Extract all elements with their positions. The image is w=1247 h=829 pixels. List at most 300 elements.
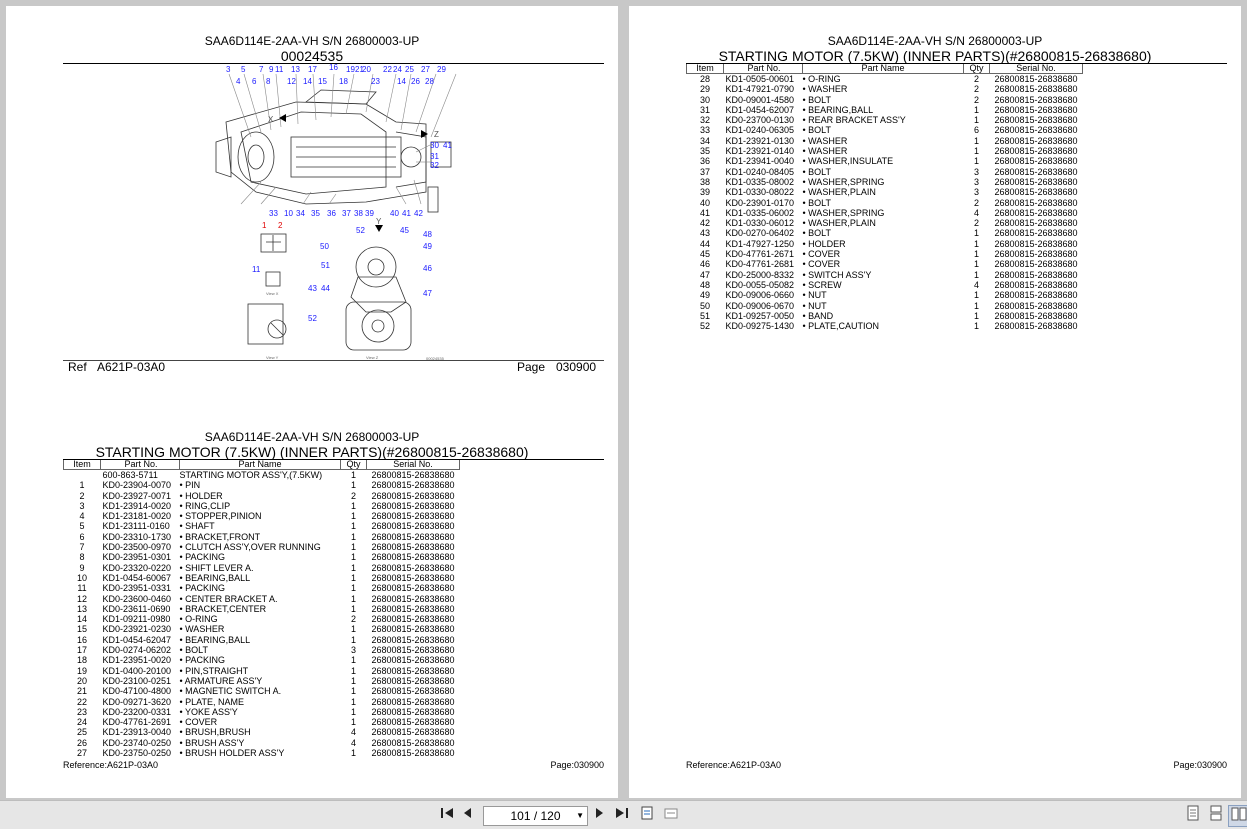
cell-serial-no: 26800815-26838680 (371, 470, 455, 480)
cell-qty: 1 (350, 470, 356, 480)
cell-item: 20 (76, 675, 87, 686)
cell-serial-no: 26800815-26838680 (371, 706, 455, 717)
svg-text:30: 30 (430, 141, 439, 150)
cell-qty: 1 (973, 259, 979, 270)
cell-item: 28 (699, 74, 710, 84)
cell-item: 29 (699, 84, 710, 95)
cell-serial-no: 26800815-26838680 (371, 696, 455, 707)
cell-part-no: KD0-23320-0220 (102, 562, 172, 573)
footer-reference: Reference:A621P-03A0 (63, 760, 159, 770)
cell-part-no: KD1-0335-06002 (725, 207, 795, 218)
table-header-row (687, 64, 1083, 74)
cell-qty: 1 (350, 655, 356, 666)
cell-part-name: • WASHER (802, 135, 848, 146)
cell-item: 18 (76, 655, 87, 666)
cell-item: 45 (699, 249, 710, 260)
cell-serial-no: 26800815-26838680 (371, 624, 455, 635)
col-item: Item (687, 64, 724, 74)
cell-part-name: • BOLT (179, 645, 208, 656)
cell-part-no: 600-863-5711 (102, 470, 158, 480)
table-row (64, 738, 460, 748)
col-part-no: Part No. (724, 64, 803, 74)
table-row (687, 136, 1083, 146)
cell-part-no: KD0-23200-0331 (102, 706, 172, 717)
cell-serial-no: 26800815-26838680 (994, 259, 1078, 270)
cell-qty: 1 (973, 104, 979, 115)
table-row (64, 635, 460, 645)
cell-item: 3 (79, 500, 85, 511)
parts-table (686, 64, 1083, 331)
cell-qty: 1 (973, 300, 979, 311)
cell-part-no: KD0-09006-0670 (725, 300, 795, 311)
last-page-icon[interactable] (612, 805, 632, 825)
svg-text:21: 21 (355, 65, 364, 74)
table-row (687, 208, 1083, 218)
cell-serial-no: 26800815-26838680 (371, 665, 455, 676)
svg-text:14: 14 (303, 77, 312, 86)
cell-serial-no: 26800815-26838680 (994, 156, 1078, 167)
cell-item: 10 (76, 572, 87, 583)
cell-qty: 1 (350, 572, 356, 583)
cell-qty: 2 (973, 84, 979, 95)
svg-text:2: 2 (278, 221, 283, 230)
table-header-row (64, 460, 460, 470)
cell-part-no: KD0-23611-0690 (102, 603, 171, 614)
cell-serial-no: 26800815-26838680 (371, 552, 455, 563)
cell-part-name: • BRUSH,BRUSH (179, 727, 251, 738)
table-row (687, 177, 1083, 187)
cell-qty: 1 (973, 321, 979, 332)
cell-part-no: KD0-09006-0660 (725, 290, 795, 301)
cell-qty: 1 (350, 634, 356, 645)
cell-serial-no: 26800815-26838680 (371, 593, 455, 604)
cell-part-name: • HOLDER (802, 238, 846, 249)
svg-text:25: 25 (405, 65, 414, 74)
cell-qty: 1 (350, 521, 356, 532)
ref-label: Ref (68, 360, 87, 374)
cell-part-no: KD1-47927-1250 (725, 238, 795, 249)
right-document-page (629, 6, 1241, 798)
table-row (687, 301, 1083, 311)
svg-text:51: 51 (321, 261, 330, 270)
svg-text:4: 4 (236, 77, 241, 86)
svg-text:45: 45 (400, 226, 409, 235)
svg-text:7: 7 (259, 65, 264, 74)
cell-part-no: KD1-23111-0160 (102, 521, 170, 532)
cell-part-no: KD0-0055-05082 (725, 279, 795, 290)
prev-page-icon[interactable] (457, 805, 477, 825)
cell-serial-no: 26800815-26838680 (994, 197, 1078, 208)
svg-text:11: 11 (275, 65, 284, 74)
cell-item (64, 470, 101, 481)
svg-text:10: 10 (284, 209, 293, 218)
svg-text:34: 34 (296, 209, 305, 218)
cell-item: 34 (699, 135, 710, 146)
cell-item: 24 (76, 717, 87, 728)
cell-item: 16 (76, 634, 87, 645)
cell-part-name: • YOKE ASS'Y (179, 706, 238, 717)
table-row (64, 604, 460, 614)
cell-part-name: • BOLT (802, 197, 831, 208)
cell-serial-no: 26800815-26838680 (371, 603, 455, 614)
table-row (64, 511, 460, 521)
cell-serial-no: 26800815-26838680 (371, 614, 455, 625)
cell-part-no: KD1-09257-0050 (725, 310, 795, 321)
table-row (687, 74, 1083, 85)
view-label-y: Y (376, 217, 382, 226)
cell-part-name: • BEARING,BALL (179, 634, 251, 645)
cell-serial-no: 26800815-26838680 (994, 125, 1078, 136)
cell-qty: 1 (973, 228, 979, 239)
cell-serial-no: 26800815-26838680 (994, 279, 1078, 290)
cell-qty: 1 (350, 748, 356, 759)
table-row (64, 532, 460, 542)
cell-item: 1 (79, 480, 85, 491)
table-row (687, 125, 1083, 135)
cell-item: 9 (79, 562, 85, 573)
table-row (64, 727, 460, 737)
table-row (687, 95, 1083, 105)
cell-part-no: KD1-0335-08002 (725, 176, 795, 187)
table-row (687, 239, 1083, 249)
svg-text:View Y: View Y (266, 355, 279, 360)
cell-part-name: • SCREW (802, 279, 842, 290)
cell-part-name: • BRACKET,CENTER (179, 603, 267, 614)
cell-part-name: • WASHER,INSULATE (802, 156, 894, 167)
cell-qty: 1 (973, 156, 979, 167)
svg-text:32: 32 (430, 161, 439, 170)
cell-item: 36 (699, 156, 710, 167)
cell-serial-no: 26800815-26838680 (994, 84, 1078, 95)
cell-qty: 1 (350, 675, 356, 686)
cell-item: 22 (76, 696, 87, 707)
cell-item: 49 (699, 290, 710, 301)
cell-qty: 1 (973, 290, 979, 301)
cell-part-no: KD0-09001-4580 (725, 94, 795, 105)
svg-text:6: 6 (252, 77, 257, 86)
cell-serial-no: 26800815-26838680 (994, 146, 1078, 157)
cell-item: 42 (699, 218, 710, 229)
cell-qty: 1 (350, 562, 356, 573)
svg-text:9: 9 (269, 65, 274, 74)
table-row (64, 614, 460, 624)
svg-text:37: 37 (342, 209, 351, 218)
cell-serial-no: 26800815-26838680 (994, 300, 1078, 311)
cell-part-name: • PLATE, NAME (179, 696, 244, 707)
svg-text:14: 14 (397, 77, 406, 86)
table-row (64, 521, 460, 531)
cell-part-no: KD1-0400-20100 (102, 665, 172, 676)
cell-part-name: • WASHER (802, 84, 848, 95)
table-row (687, 156, 1083, 166)
cell-part-name: • BOLT (802, 94, 831, 105)
cell-part-name: • PACKING (179, 655, 225, 666)
table-row (64, 573, 460, 583)
next-page-icon[interactable] (590, 805, 610, 825)
cell-part-name: • BOLT (802, 228, 831, 239)
cell-serial-no: 26800815-26838680 (994, 321, 1078, 332)
col-qty: Qty (341, 460, 367, 470)
cell-part-no: KD0-23500-0970 (102, 542, 172, 553)
cell-serial-no: 26800815-26838680 (371, 737, 455, 748)
cell-qty: 1 (350, 542, 356, 553)
cell-serial-no: 26800815-26838680 (371, 531, 455, 542)
cell-item: 23 (76, 706, 87, 717)
cell-item: 50 (699, 300, 710, 311)
cell-part-no: KD0-23921-0230 (102, 624, 172, 635)
cell-qty: 6 (973, 125, 979, 136)
cell-serial-no: 26800815-26838680 (994, 166, 1078, 177)
cell-part-name: • MAGNETIC SWITCH A. (179, 686, 282, 697)
cell-serial-no: 26800815-26838680 (994, 187, 1078, 198)
svg-text:48: 48 (423, 230, 432, 239)
cell-qty: 4 (350, 727, 356, 738)
cell-serial-no: 26800815-26838680 (994, 115, 1078, 126)
col-part-no: Part No. (101, 460, 180, 470)
cell-qty: 2 (973, 197, 979, 208)
table-row (687, 259, 1083, 269)
svg-text:8: 8 (266, 77, 271, 86)
table-row (687, 290, 1083, 300)
svg-text:44: 44 (321, 284, 330, 293)
cell-part-name: • BEARING,BALL (802, 104, 874, 115)
table-row (687, 115, 1083, 125)
cell-qty: 2 (973, 94, 979, 105)
cell-part-name: • BOLT (802, 166, 831, 177)
svg-text:1: 1 (262, 221, 267, 230)
svg-text:24: 24 (393, 65, 402, 74)
svg-text:49: 49 (423, 242, 432, 251)
svg-text:23: 23 (371, 77, 380, 86)
cell-item: 7 (79, 542, 85, 553)
ref-value: A621P-03A0 (97, 360, 166, 374)
left-document-page (6, 6, 618, 798)
svg-text:16: 16 (329, 63, 338, 72)
cell-part-name: • WASHER,PLAIN (802, 218, 876, 229)
cell-part-name: • SHIFT LEVER A. (179, 562, 254, 573)
cell-serial-no: 26800815-26838680 (994, 228, 1078, 239)
cell-part-name: • BAND (802, 310, 834, 321)
table-row (64, 655, 460, 665)
cell-part-no: KD1-0240-08405 (725, 166, 795, 177)
cell-part-no: KD1-0505-00601 (725, 74, 795, 84)
cell-part-no: KD1-23951-0020 (102, 655, 172, 666)
cell-qty: 1 (350, 511, 356, 522)
cell-qty: 1 (350, 593, 356, 604)
cell-item: 4 (79, 511, 85, 522)
svg-text:00024535: 00024535 (426, 356, 444, 361)
fit-width-icon[interactable] (661, 805, 681, 825)
cell-part-name: • NUT (802, 300, 827, 311)
cell-part-name: • NUT (802, 290, 827, 301)
svg-text:40: 40 (390, 209, 399, 218)
cell-item: 12 (76, 593, 87, 604)
cell-qty: 1 (350, 531, 356, 542)
cell-qty: 1 (973, 249, 979, 260)
page-value: 030900 (556, 360, 597, 374)
table-row (64, 697, 460, 707)
table-row (64, 645, 460, 655)
cell-part-name: • BRUSH HOLDER ASS'Y (179, 748, 285, 759)
cell-serial-no: 26800815-26838680 (994, 218, 1078, 229)
svg-text:28: 28 (425, 77, 434, 86)
cell-part-no: KD1-0330-06012 (725, 218, 795, 229)
cell-serial-no: 26800815-26838680 (371, 480, 455, 491)
cell-item: 2 (79, 490, 85, 501)
cell-part-no: KD1-09211-0980 (102, 614, 171, 625)
cell-qty: 3 (973, 187, 979, 198)
single-page-view-icon[interactable] (1183, 805, 1203, 825)
table-row (64, 748, 460, 758)
cell-serial-no: 26800815-26838680 (994, 238, 1078, 249)
cell-serial-no: 26800815-26838680 (371, 634, 455, 645)
cell-part-name: • WASHER (802, 146, 848, 157)
cell-part-name: • REAR BRACKET ASS'Y (802, 115, 906, 126)
table-row (687, 321, 1083, 331)
continuous-view-icon[interactable] (1206, 805, 1226, 825)
cell-item: 26 (76, 737, 87, 748)
cell-part-no: KD0-23904-0070 (102, 480, 172, 491)
cell-item: 17 (76, 645, 87, 656)
cell-part-no: KD1-23913-0040 (102, 727, 172, 738)
cell-item: 41 (699, 207, 710, 218)
cell-serial-no: 26800815-26838680 (994, 135, 1078, 146)
cell-qty: 2 (350, 490, 356, 501)
table-row (64, 563, 460, 573)
table-row (687, 198, 1083, 208)
svg-text:42: 42 (414, 209, 423, 218)
cell-part-no: KD0-23700-0130 (725, 115, 795, 126)
cell-item: 48 (699, 279, 710, 290)
cell-qty: 1 (350, 500, 356, 511)
svg-text:47: 47 (423, 289, 432, 298)
table-row (64, 491, 460, 501)
svg-text:27: 27 (421, 65, 430, 74)
cell-item: 47 (699, 269, 710, 280)
svg-text:41: 41 (402, 209, 411, 218)
svg-text:41: 41 (443, 141, 452, 150)
table-row (687, 167, 1083, 177)
svg-text:View X: View X (266, 291, 279, 296)
cell-item: 46 (699, 259, 710, 270)
cell-item: 13 (76, 603, 87, 614)
cell-part-no: KD1-23914-0020 (102, 500, 172, 511)
cell-part-name: • BRACKET,FRONT (179, 531, 261, 542)
cell-qty: 1 (973, 269, 979, 280)
svg-text:26: 26 (411, 77, 420, 86)
cell-serial-no: 26800815-26838680 (371, 748, 455, 759)
page-number-field[interactable] (483, 806, 588, 826)
cell-part-no: KD0-25000-8332 (725, 269, 795, 280)
cell-item: 38 (699, 176, 710, 187)
chevron-down-icon[interactable]: ▼ (576, 811, 584, 820)
parts-list-title: STARTING MOTOR (7.5KW) (INNER PARTS)(#26800815-26838680) (718, 48, 1152, 64)
cell-part-no: KD1-23181-0020 (102, 511, 172, 522)
cell-qty: 1 (350, 686, 356, 697)
table-row (687, 280, 1083, 290)
cell-part-name: • SHAFT (179, 521, 215, 532)
cell-serial-no: 26800815-26838680 (371, 490, 455, 501)
cell-part-no: KD0-23951-0301 (102, 552, 172, 563)
cell-item: 40 (699, 197, 710, 208)
cell-part-no: KD1-0454-62047 (102, 634, 172, 645)
cell-qty: 1 (350, 552, 356, 563)
cell-item: 52 (699, 321, 710, 332)
cell-serial-no: 26800815-26838680 (994, 176, 1078, 187)
two-page-view-icon[interactable] (1228, 805, 1247, 827)
svg-text:36: 36 (327, 209, 336, 218)
cell-part-name: • COVER (802, 259, 841, 270)
cell-item: 21 (76, 686, 87, 697)
cell-serial-no: 26800815-26838680 (994, 310, 1078, 321)
cell-part-name: • O-RING (802, 74, 841, 84)
svg-text:31: 31 (430, 152, 439, 161)
exploded-parts-illustration (66, 62, 606, 364)
cell-part-name: • CLUTCH ASS'Y,OVER RUNNING (179, 542, 321, 553)
svg-text:15: 15 (318, 77, 327, 86)
cell-part-name: • BOLT (802, 125, 831, 136)
red-callouts (262, 221, 283, 230)
table-row (64, 686, 460, 696)
col-part-name: Part Name (180, 460, 341, 470)
table-row (64, 542, 460, 552)
cell-part-no: KD0-47761-2681 (725, 259, 795, 270)
footer-page: Page:030900 (1173, 760, 1227, 770)
cell-part-no: KD0-47761-2691 (102, 717, 172, 728)
illustration-header: SAA6D114E-2AA-VH S/N 26800003-UP (204, 34, 420, 48)
cell-part-name: • PIN (179, 480, 201, 491)
table-row (687, 146, 1083, 156)
svg-text:35: 35 (311, 209, 320, 218)
svg-text:22: 22 (383, 65, 392, 74)
cell-part-no: KD0-23927-0071 (102, 490, 172, 501)
cell-item: 25 (76, 727, 87, 738)
footer-page: Page:030900 (550, 760, 604, 770)
parts-list-header: SAA6D114E-2AA-VH S/N 26800003-UP (827, 34, 1043, 48)
fit-page-icon[interactable] (637, 805, 657, 825)
cell-part-name: • COVER (179, 717, 218, 728)
cell-qty: 4 (350, 737, 356, 748)
svg-text:29: 29 (437, 65, 446, 74)
cell-serial-no: 26800815-26838680 (994, 249, 1078, 260)
cell-qty: 1 (350, 583, 356, 594)
cell-serial-no: 26800815-26838680 (994, 290, 1078, 301)
cell-serial-no: 26800815-26838680 (371, 500, 455, 511)
cell-qty: 1 (350, 665, 356, 676)
parts-list-header: SAA6D114E-2AA-VH S/N 26800003-UP (204, 430, 420, 444)
cell-item: 8 (79, 552, 85, 563)
cell-serial-no: 26800815-26838680 (371, 542, 455, 553)
table-row (64, 501, 460, 511)
cell-item: 11 (77, 583, 87, 594)
cell-part-name: • CENTER BRACKET A. (179, 593, 278, 604)
cell-qty: 1 (973, 238, 979, 249)
cell-part-no: KD0-23100-0251 (102, 675, 172, 686)
svg-text:20: 20 (362, 65, 371, 74)
cell-part-name: • WASHER,PLAIN (802, 187, 876, 198)
cell-item: 5 (79, 521, 85, 532)
svg-text:12: 12 (287, 77, 296, 86)
cell-serial-no: 26800815-26838680 (371, 675, 455, 686)
cell-qty: 4 (973, 279, 979, 290)
table-row (687, 218, 1083, 228)
cell-part-name: • PIN,STRAIGHT (179, 665, 249, 676)
cell-serial-no: 26800815-26838680 (994, 74, 1078, 84)
cell-part-name: • WASHER,SPRING (802, 176, 885, 187)
first-page-icon[interactable] (437, 805, 457, 825)
svg-text:52: 52 (356, 226, 365, 235)
view-label-z: Z (434, 130, 439, 139)
